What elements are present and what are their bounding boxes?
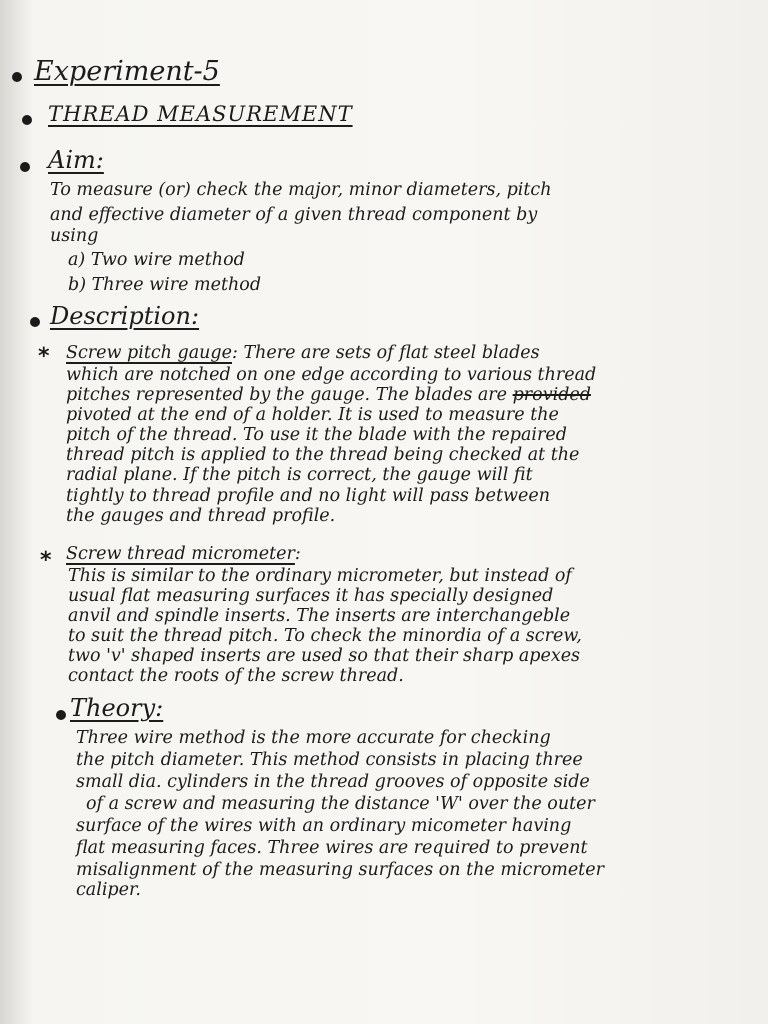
gauge-term: Screw pitch gauge [66, 343, 232, 363]
experiment-subtitle: THREAD MEASUREMENT [48, 102, 353, 126]
gauge-line [66, 385, 591, 405]
gauge-line: tightly to thread profile and no light will pass between [66, 486, 550, 506]
theory-line: Three wire method is the more accurate for checking [76, 728, 551, 748]
aim-line: To measure (or) check the major, minor diameters, pitch [50, 180, 552, 200]
aim-line: and effective diameter of a given thread component by [50, 205, 538, 225]
aim-heading: Aim: [48, 146, 104, 174]
bullet-dot [22, 115, 32, 125]
micrometer-line: to suit the thread pitch. To check the minordia of a screw, [68, 626, 582, 646]
gauge-line: pivoted at the end of a holder. It is used to measure the [66, 405, 559, 425]
struck-word: provided [512, 385, 591, 405]
bullet-dot [30, 317, 40, 327]
aim-method: a) Two wire method [68, 250, 245, 270]
micrometer-heading [66, 544, 301, 564]
theory-heading: Theory: [70, 694, 164, 722]
description-heading: Description: [50, 302, 200, 330]
micrometer-line: usual flat measuring surfaces it has specially designed [68, 586, 554, 606]
micrometer-colon: : [294, 544, 301, 564]
asterisk-icon: * [38, 344, 50, 369]
micrometer-line: two 'v' shaped inserts are used so that their sharp apexes [68, 646, 581, 666]
theory-line: misalignment of the measuring surfaces on the micrometer [76, 860, 604, 880]
theory-line: caliper. [76, 880, 141, 900]
theory-line: of a screw and measuring the distance 'W' over the outer [86, 794, 595, 814]
gauge-line-text: pitches represented by the gauge. The blades are [66, 385, 508, 405]
theory-line: flat measuring faces. Three wires are required to prevent [76, 838, 588, 858]
bullet-dot [12, 72, 22, 82]
bullet-dot [20, 162, 30, 172]
experiment-title: Experiment-5 [34, 56, 220, 87]
gauge-line1-rest: : There are sets of flat steel blades [232, 343, 540, 363]
gauge-line: thread pitch is applied to the thread being checked at the [66, 445, 580, 465]
micrometer-term: Screw thread micrometer [66, 544, 295, 564]
aim-line: using [50, 226, 99, 246]
micrometer-line: This is similar to the ordinary micrometer, but instead of [68, 566, 572, 586]
aim-method: b) Three wire method [68, 275, 262, 295]
theory-line: surface of the wires with an ordinary micometer having [76, 816, 572, 836]
gauge-line: radial plane. If the pitch is correct, the gauge will fit [66, 465, 533, 485]
gauge-line: pitch of the thread. To use it the blade with the repaired [66, 425, 567, 445]
micrometer-line: anvil and spindle inserts. The inserts are interchangeble [68, 606, 571, 626]
theory-line: small dia. cylinders in the thread grooves of opposite side [76, 772, 590, 792]
gauge-first-line [66, 343, 540, 363]
gauge-line: the gauges and thread profile. [66, 506, 336, 526]
micrometer-line: contact the roots of the screw thread. [68, 666, 404, 686]
bullet-dot [56, 710, 66, 720]
gauge-line: which are notched on one edge according to various thread [66, 365, 597, 385]
theory-line: the pitch diameter. This method consists in placing three [76, 750, 583, 770]
asterisk-icon: * [40, 548, 52, 573]
